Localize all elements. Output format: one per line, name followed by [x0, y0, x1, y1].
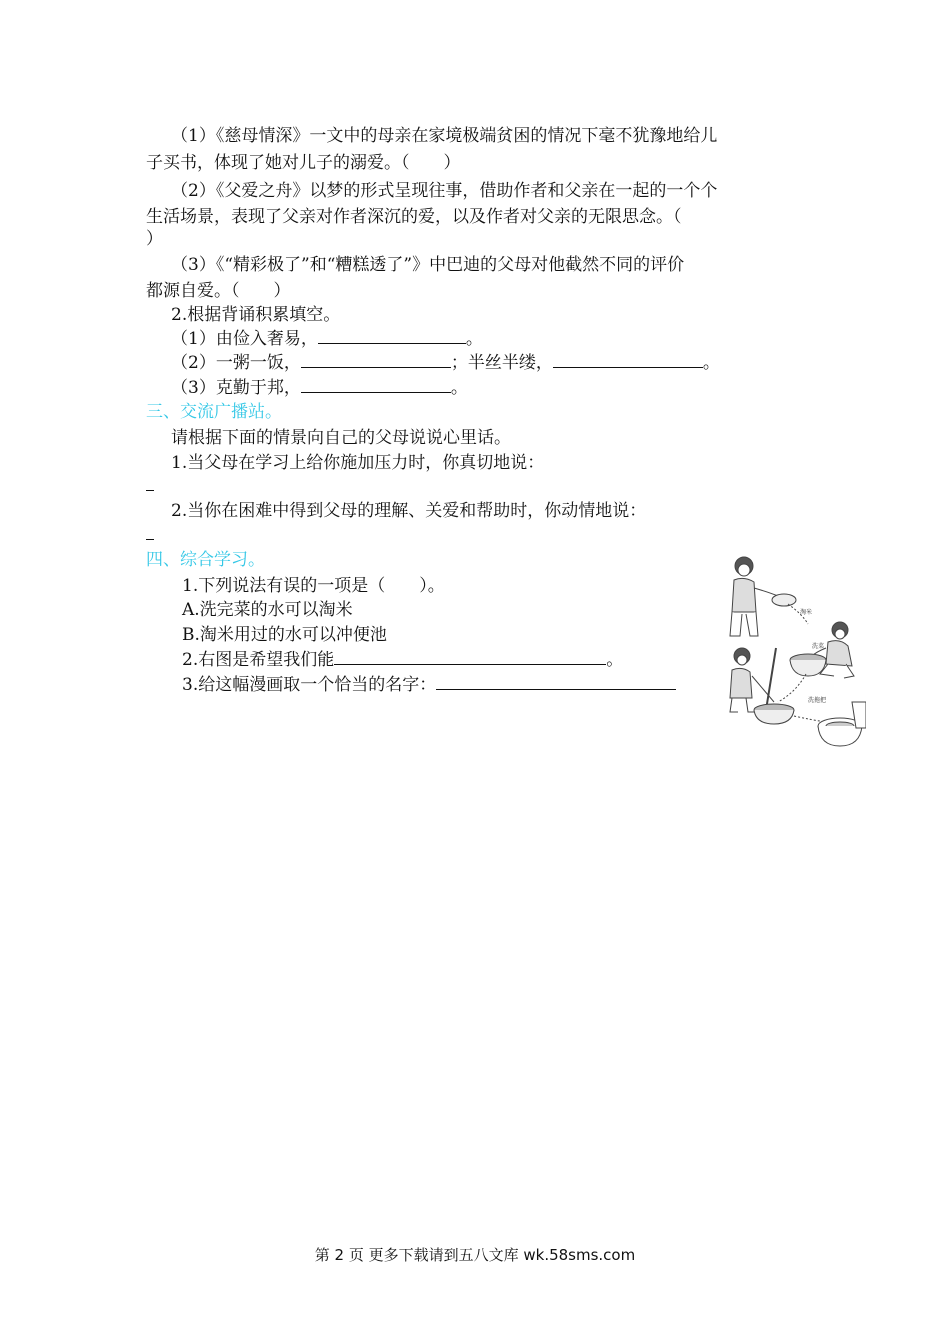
section-4-question-2-prefix: 2.右图是希望我们能 [182, 650, 335, 670]
judge-item-3: （3）《“精彩极了”和“糟糕透了”》中巴迪的父母对他截然不同的评价 [171, 255, 685, 275]
section-3-question-2: 2.当你在困难中得到父母的理解、关爱和帮助时，你动情地说： [171, 501, 647, 521]
fill-item-3 [171, 376, 468, 400]
fill-item-1 [171, 327, 483, 351]
fill-item-2-prefix: （2）一粥一饭， [171, 353, 301, 373]
section-4-question-3 [182, 673, 676, 697]
cartoon-label-1: 淘米 [800, 609, 813, 616]
judge-item-3-cont: 都源自爱。（ ） [146, 281, 291, 301]
section-4-question-1: 1.下列说法有误的一项是（ ）。 [182, 576, 445, 596]
option-a: A.洗完菜的水可以淘米 [182, 600, 353, 620]
water-saving-cartoon [716, 552, 866, 750]
fill-item-3-prefix: （3）克勤于邦， [171, 378, 301, 398]
answer-line-1[interactable] [146, 490, 154, 491]
fill-item-3-suffix: 。 [450, 378, 468, 398]
judge-item-2: （2）《父爱之舟》以梦的形式呈现往事，借助作者和父亲在一起的一个个 [171, 181, 718, 201]
fill-blank-5[interactable] [334, 648, 606, 665]
judge-item-1-cont: 子买书，体现了她对儿子的溺爱。（ ） [146, 153, 461, 173]
fill-blank-2[interactable] [301, 351, 451, 368]
judge-item-2-cont: 生活场景，表现了父亲对作者深沉的爱，以及作者对父亲的无限思念。（ [146, 207, 682, 227]
fill-blank-1[interactable] [318, 327, 466, 344]
answer-line-2[interactable] [146, 539, 154, 540]
fill-item-1-prefix: （1）由俭入奢易， [171, 329, 318, 349]
fill-title: 2.根据背诵积累填空。 [171, 305, 341, 325]
section-4-question-2-suffix: 。 [606, 650, 624, 670]
fill-blank-3[interactable] [553, 351, 703, 368]
fill-blank-6[interactable] [436, 673, 676, 690]
judge-item-2-end: ） [146, 229, 163, 249]
fill-item-1-suffix: 。 [465, 329, 483, 349]
fill-item-2-suffix: 。 [702, 353, 720, 373]
section-3-heading: 三、交流广播站。 [146, 402, 282, 422]
fill-item-2 [171, 351, 720, 375]
cartoon-label-2: 洗菜 [812, 643, 825, 650]
page-footer: 第 2 页 更多下载请到五八文库 wk.58sms.com [314, 1246, 636, 1264]
fill-blank-4[interactable] [301, 376, 451, 393]
judge-item-1: （1）《慈母情深》一文中的母亲在家境极端贫困的情况下毫不犹豫地给儿 [171, 126, 718, 146]
section-4-question-2 [182, 648, 623, 672]
section-3-intro: 请根据下面的情景向自己的父母说说心里话。 [171, 428, 511, 448]
fill-item-2-mid: ；半丝半缕， [450, 353, 553, 373]
section-3-question-1: 1.当父母在学习上给你施加压力时，你真切地说： [171, 453, 545, 473]
section-4-question-3-prefix: 3.给这幅漫画取一个恰当的名字： [182, 675, 437, 695]
section-4-heading: 四、综合学习。 [146, 550, 265, 570]
cartoon-label-3: 洗拖把 [808, 697, 827, 704]
option-b: B.淘米用过的水可以冲便池 [182, 625, 387, 645]
